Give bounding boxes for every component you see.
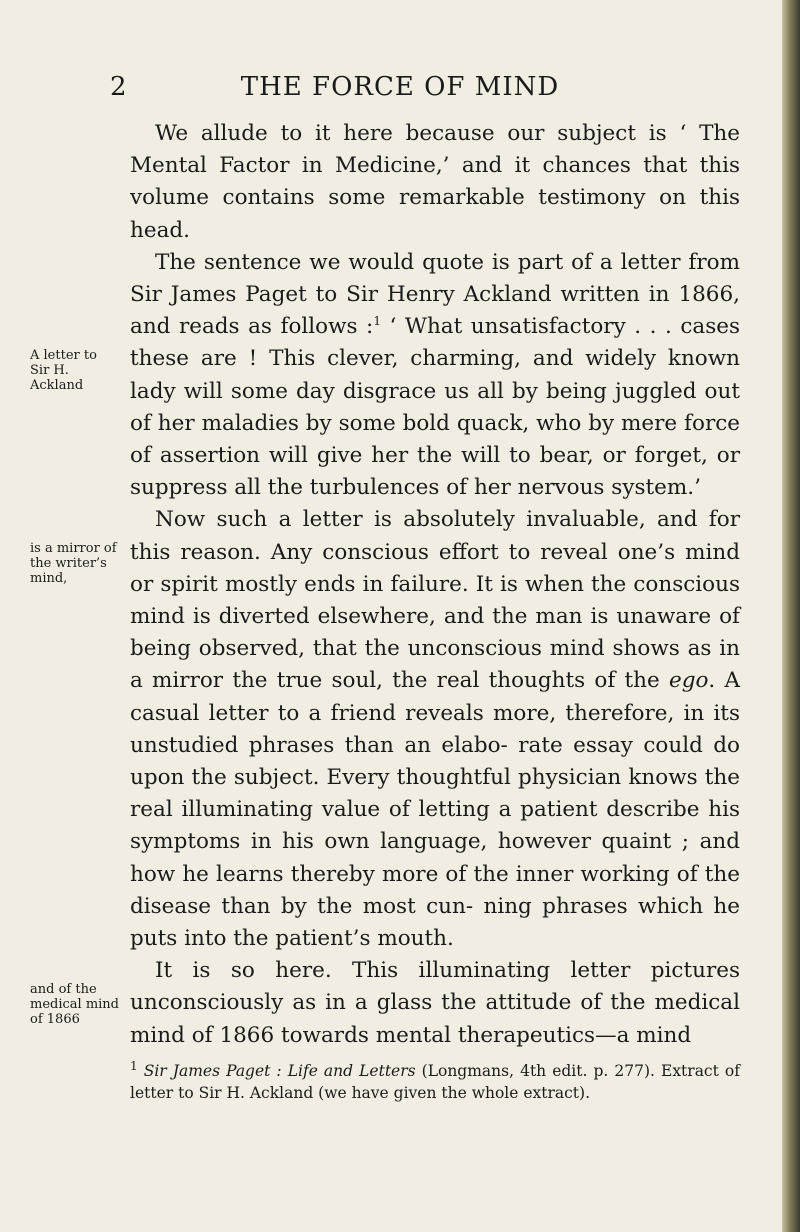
ego-term: ego xyxy=(668,668,709,694)
footnote-reference: 1 xyxy=(373,314,381,329)
page-number: 2 xyxy=(110,72,127,102)
paragraph-3-part-a: Now such a letter is absolutely invaluable, and for this reason. Any conscious effort to reveal one’s mind or spirit mostly ends in failure. It is when the conscious mind is diverted elsewhere, and the man is unaware of being observed, that the unconscious mind shows as in a mirror the true soul, the real thoughts of the xyxy=(130,507,740,694)
footnote-title: Sir James Paget : Life and Letters xyxy=(143,1062,416,1080)
footnote xyxy=(130,1060,740,1104)
paragraph-2 xyxy=(130,247,740,505)
page-header xyxy=(0,72,800,108)
paragraph-3-part-b: . A casual letter to a friend reveals more, therefore, in its unstudied phrases than an elabo- rate essay could do upon the subject. Every thoughtful physician knows the real illuminating value of letting a patient describe his symptoms in his own language, however quaint ; and how he learns thereby more of the inner working of the disease than by the most cun- ning phrases which he puts into the patient’s mouth. xyxy=(130,668,740,952)
footnote-marker: 1 xyxy=(130,1058,138,1073)
footnote-body: (Longmans, 4th edit. p. 277). Extract of letter to Sir H. Ackland (we have given the whole extract). xyxy=(130,1062,740,1102)
margin-note-medical-mind: and of the medical mind of 1866 xyxy=(30,982,120,1027)
paragraph-3 xyxy=(130,504,740,955)
paragraph-2-quote: ‘ What unsatisfactory . . . cases these are ! This clever, charming, and widely known lady will some day disgrace us all by being juggled out of her maladies by some bold quack, who by mere force of assertion will give her the will to bear, or forget, or suppress all the turbulences of her nervous system.’ xyxy=(130,314,740,501)
margin-note-letter: A letter to Sir H. Ackland xyxy=(30,348,97,393)
body-text xyxy=(130,118,740,1052)
page-edge-shadow xyxy=(782,0,800,1232)
paragraph-2-lead: The sentence we would quote is part of a letter from Sir James Paget to Sir Henry Ackland written in 1866, and reads as follows : xyxy=(130,249,740,340)
running-title: THE FORCE OF MIND xyxy=(240,72,560,102)
paragraph-4: It is so here. This illuminating letter pictures unconsciously as in a glass the attitude of the medical mind of 1866 towards mental therapeutics—a mind xyxy=(130,958,740,1048)
margin-note-mirror: is a mirror of the writer’s mind, xyxy=(30,541,117,586)
paragraph-1: We allude to it here because our subject is ‘ The Mental Factor in Medicine,’ and it chances that this volume contains some remarkable testimony on this head. xyxy=(130,121,740,243)
